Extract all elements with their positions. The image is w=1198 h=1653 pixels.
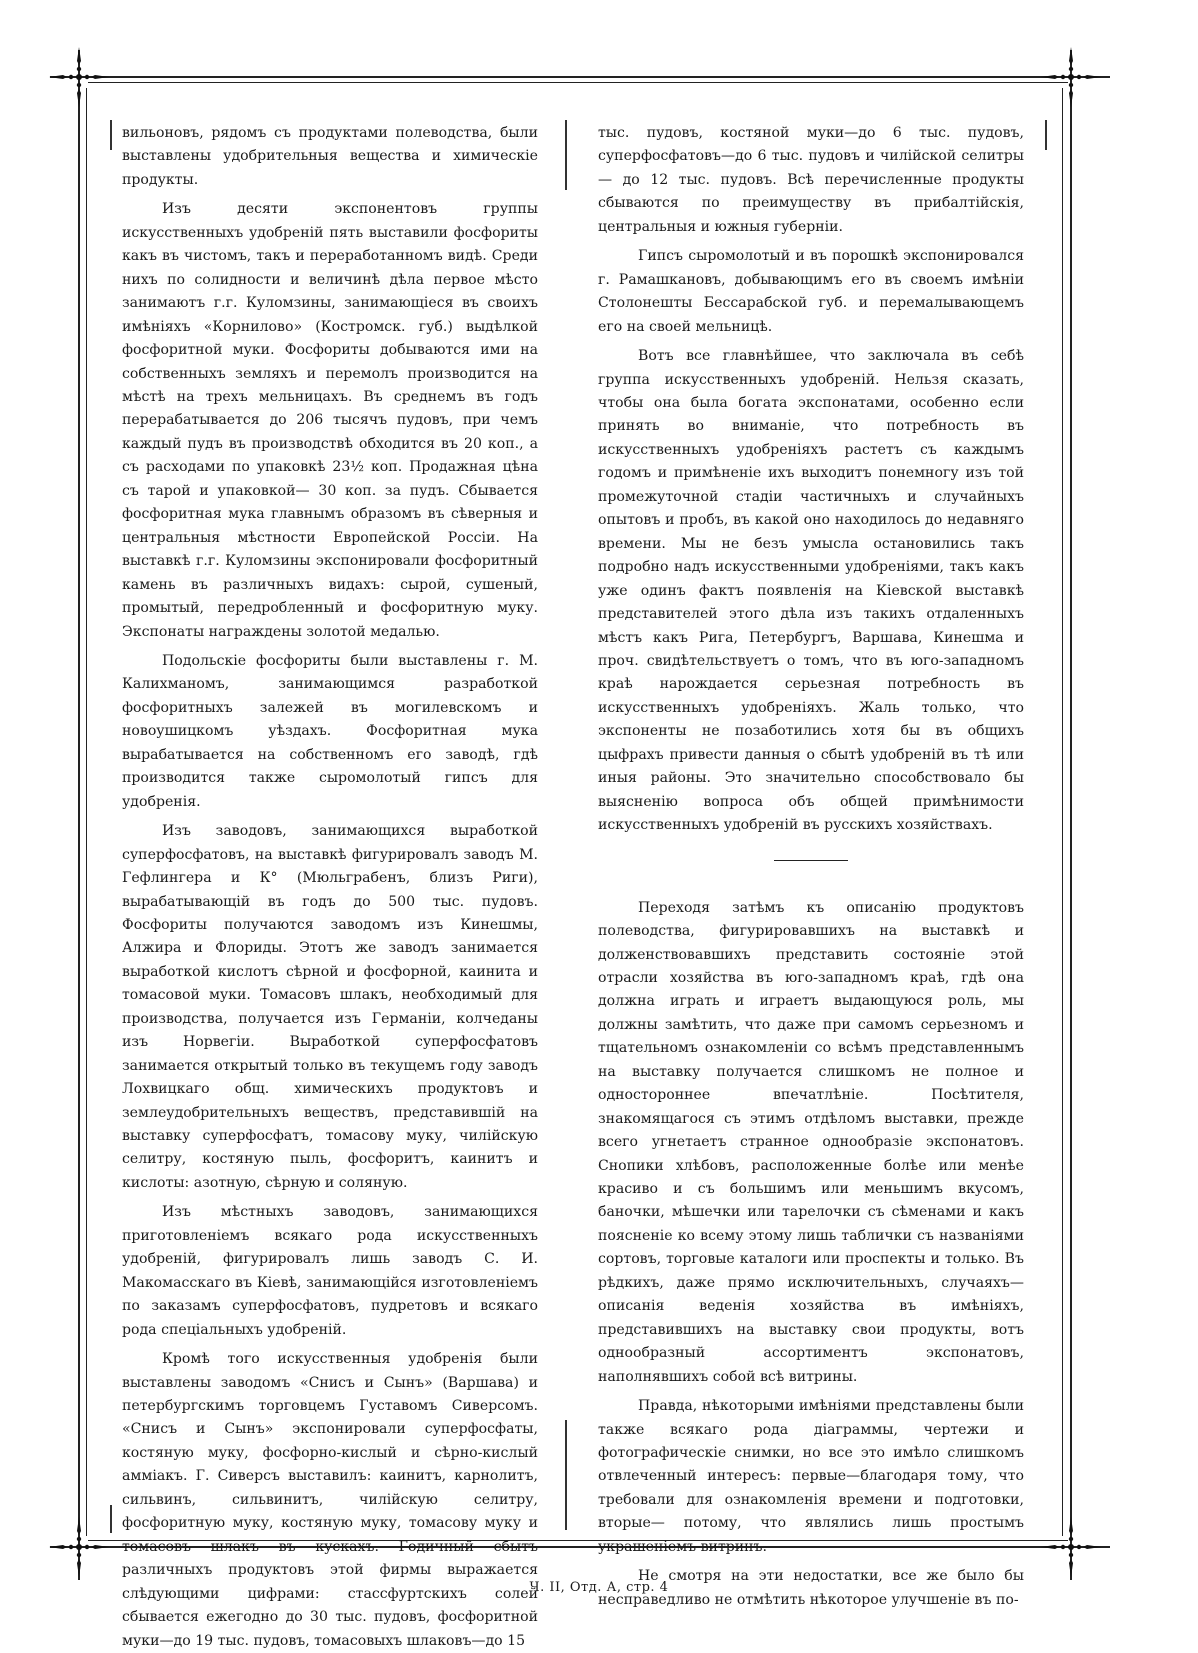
corner-ornament-icon <box>1041 47 1101 107</box>
paragraph: тыс. пудовъ, костяной муки—до 6 тыс. пудовъ, суперфосфатовъ—до 6 тыс. пудовъ и чилійской селитры— до 12 тыс. пудовъ. Всѣ перечисленные продукты сбываются по преимуществу въ прибалтійскія, центральныя и южныя губерніи. <box>598 125 1024 235</box>
paragraph: Вотъ все главнѣйшее, что заключала въ себѣ группа искусственныхъ удобреній. Нельзя сказать, чтобы она была богата экспонатами, особенно если принять во вниманіе, что потребность въ искусственныхъ удобреніяхъ растетъ съ каждымъ годомъ и примѣненіе ихъ выходитъ понемногу изъ той промежуточной стадіи частичныхъ и случайныхъ опытовъ и пробъ, въ какой оно находилось до недавняго времени. Мы не безъ умысла остановились такъ подробно надъ искусственными удобреніями, такъ какъ уже одинъ фактъ появленія на Кіевской выставкѣ представителей этого дѣла изъ такихъ отдаленныхъ мѣстъ какъ Рига, Петербургъ, Варшава, Кинешма и проч. свидѣтельствуетъ о томъ, что въ юго-западномъ краѣ нарождается серьезная потребность въ искусственныхъ удобреніяхъ. Жаль только, что экспоненты не позаботились хотя бы въ общихъ цыфрахъ привести данныя о сбытѣ удобреній въ тѣ или иныя районы. Это значительно способствовало бы выясненію вопроса объ общей примѣнимости искусственныхъ удобреній въ русскихъ хозяйствахъ. <box>598 348 1024 834</box>
frame-left-line <box>78 50 80 1580</box>
section-divider <box>774 860 848 861</box>
column-margin-tick <box>565 1420 567 1530</box>
paragraph: Изъ десяти экспонентовъ группы искусственныхъ удобреній пять выставили фосфориты какъ въ чистомъ, такъ и переработанномъ видѣ. Среди нихъ по солидности и величинѣ дѣла первое мѣсто занимаютъ г.г. Куломзины, занимающіеся въ своихъ имѣніяхъ «Корнилово» (Костромск. губ.) выдѣлкой фосфоритной муки. Фосфориты добываются ими на собственныхъ земляхъ и перемолъ производится на мѣстѣ на трехъ мельницахъ. Въ среднемъ въ годъ перерабатывается до 206 тысячъ пудовъ, при чемъ каждый пудъ въ производствѣ обходится въ 20 коп., а съ расходами по упаковкѣ 23½ коп. Продажная цѣна съ тарой и упаковкой— 30 коп. за пудъ. Сбывается фосфоритная мука главнымъ образомъ въ сѣверныя и центральныя мѣстности Европейской Россіи. На выставкѣ г.г. Куломзины экспонировали фосфоритный камень въ различныхъ видахъ: сырой, сушеный, промытый, передробленный и фосфоритную муку. Экспонаты награждены золотой медалью. <box>122 201 538 640</box>
paragraph: Подольскіе фосфориты были выставлены г. М. Калихманомъ, занимающимся разработкой фосфоритныхъ залежей въ могилевскомъ и новоушицкомъ уѣздахъ. Фосфоритная мука вырабатывается на собственномъ его заводѣ, гдѣ производится также сыромолотый гипсъ для удобренія. <box>122 652 538 810</box>
column-margin-tick <box>110 120 112 150</box>
paragraph: вильоновъ, рядомъ съ продуктами полеводства, были выставлены удобрительныя вещества и химическіе продукты. <box>122 125 538 188</box>
right-column <box>598 122 1024 1612</box>
frame-right-inner-line <box>1062 88 1063 1536</box>
corner-ornament-icon <box>1041 1517 1101 1577</box>
frame-top-line <box>50 76 1110 78</box>
paragraph: Гипсъ сыромолотый и въ порошкѣ экспонировался г. Рамашкановъ, добывающимъ его въ своемъ имѣніи Столонешты Бессарабской губ. и перемалывающемъ его на своей мельницѣ. <box>598 248 1024 335</box>
column-margin-tick <box>110 1505 112 1533</box>
frame-top-inner-line <box>88 82 1068 83</box>
paragraph: Не смотря на эти недостатки, все же было бы несправедливо не отмѣтить нѣкоторое улучшеніе въ по- <box>598 1568 1024 1608</box>
paragraph: Переходя затѣмъ къ описанію продуктовъ полеводства, фигурировавшихъ на выставкѣ и долженствовавшихъ представить состояніе этой отрасли хозяйства въ юго-западномъ краѣ, гдѣ она должна играть и играетъ выдающуюся роль, мы должны замѣтить, что даже при самомъ серьезномъ и тщательномъ ознакомленіи со всѣмъ представленнымъ на выставку получается слишкомъ не полное и одностороннее впечатлѣніе. Посѣтителя, знакомящагося съ этимъ отдѣломъ выставки, прежде всего угнетаетъ странное однообразіе экспонатовъ. Снопики хлѣбовъ, расположенные болѣе или менѣе красиво и съ большимъ или меньшимъ вкусомъ, баночки, мѣшечки или тарелочки съ сѣменами и какъ поясненіе ко всему этому лишь таблички съ названіями сортовъ, торговые каталоги или проспекты и только. Въ рѣдкихъ, даже прямо исключительныхъ, случаяхъ—описанія веденія хозяйства въ имѣніяхъ, представившихъ на выставку свои продукты, вотъ однообразный ассортиментъ экспонатовъ, наполнявшихъ собой всѣ витрины. <box>598 899 1024 1385</box>
paragraph: Изъ заводовъ, занимающихся выработкой суперфосфатовъ, на выставкѣ фигурировалъ заводъ М. Гефлингера и К° (Мюльграбенъ, близъ Риги), вырабатывающій въ годъ до 500 тыс. пудовъ. Фосфориты получаются заводомъ изъ Кинешмы, Алжира и Флориды. Этотъ же заводъ занимается выработкой кислотъ сѣрной и фосфорной, каинита и томасовой муки. Томасовъ шлакъ, необходимый для производства, получается изъ Германіи, колчеданы изъ Норвегіи. Выработкой суперфосфатовъ занимается открытый только въ текущемъ году заводъ Лохвицкаго общ. химическихъ продуктовъ и землеудобрительныхъ веществъ, представившій на выставку суперфосфатъ, томасову муку, чилійскую селитру, костяную пыль, фосфоритъ, каинитъ и кислоты: азотную, сѣрную и соляную. <box>122 823 538 1191</box>
column-margin-tick <box>1045 120 1047 150</box>
frame-left-inner-line <box>86 88 87 1536</box>
corner-ornament-icon <box>49 1517 109 1577</box>
column-margin-tick <box>565 120 567 190</box>
frame-right-line <box>1070 50 1072 1580</box>
paragraph: Кромѣ того искусственныя удобренія были выставлены заводомъ «Снисъ и Сынъ» (Варшава) и петербургскимъ торговцемъ Густавомъ Сиверсомъ. «Снисъ и Сынъ» экспонировали суперфосфаты, костяную муку, фосфорно-кислый и сѣрно-кислый аммiакъ. Г. Сиверсъ выставилъ: каинитъ, карнолитъ, сильвинъ, сильвинитъ, чилійскую селитру, фосфоритную муку, костяную муку, томасову муку и томасовъ шлакъ въ кускахъ. Годичный сбытъ различныхъ продуктовъ этой фирмы выражается слѣдующими цифрами: стассфуртскихъ солей сбывается ежегодно до 30 тыс. пудовъ, фосфоритной муки—до 19 тыс. пудовъ, томасовыхъ шлаковъ—до 15 <box>122 1351 538 1649</box>
left-column <box>122 122 538 1653</box>
page-footer: Ч. II, Отд. А, стр. 4 <box>529 1580 669 1595</box>
paragraph: Правда, нѣкоторыми имѣніями представлены были также всякаго рода діаграммы, чертежи и фотографическіе снимки, но все это имѣло слишкомъ отвлеченный интересъ: первые—благодаря тому, что требовали для ознакомленія времени и подготовки, вторые— потому, что являлись лишь простымъ украшеніемъ витринъ. <box>598 1398 1024 1555</box>
paragraph: Изъ мѣстныхъ заводовъ, занимающихся приготовленіемъ всякаго рода искусственныхъ удобреній, фигурировалъ лишь заводъ С. И. Макомасскаго въ Кіевѣ, занимающійся изготовленіемъ по заказамъ суперфосфатовъ, пудретовъ и всякаго рода спеціальныхъ удобреній. <box>122 1204 538 1338</box>
corner-ornament-icon <box>49 47 109 107</box>
